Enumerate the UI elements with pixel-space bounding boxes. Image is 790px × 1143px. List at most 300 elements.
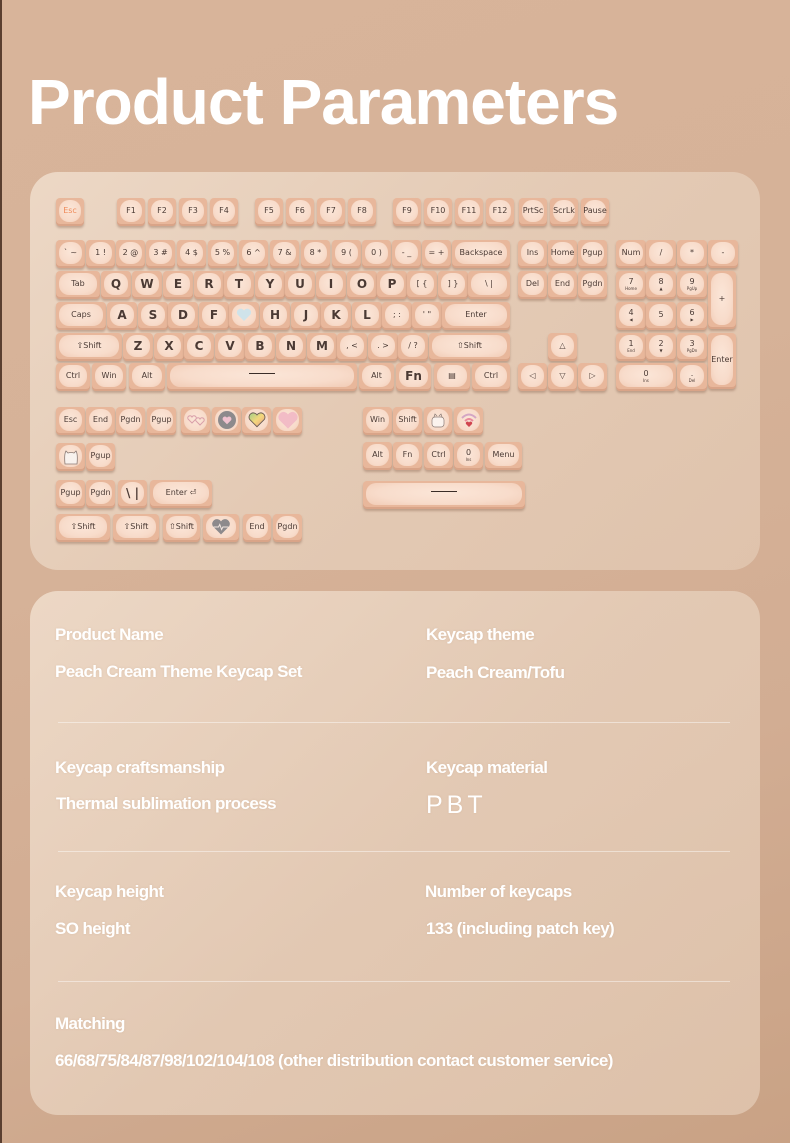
key-menu [485,442,522,470]
key-legend: F3 [188,206,198,215]
key-k [321,302,351,330]
key-f6 [286,198,314,226]
key-symbol [518,363,547,391]
key-legend: Enter [465,310,487,319]
key-symbol [677,240,707,268]
key-f12 [486,198,514,226]
key-symbol [548,363,577,391]
key-pgup [147,407,176,435]
spec-label-craftsmanship: Keycap craftsmanship [55,758,225,777]
key-legend: F7 [326,206,336,215]
key-symbol [368,333,398,361]
key-legend: M [316,339,328,353]
key-legend: C [194,339,204,353]
key-symbol [56,240,85,268]
key-legend: F [209,308,219,322]
key-3 [146,240,175,268]
key-alt [359,363,394,391]
key-symbol [646,240,676,268]
key-legend: Caps [71,310,91,319]
key-legend: End [92,415,109,424]
key-7 [616,271,646,299]
key-legend: E [173,277,183,291]
key-legend: O [356,277,368,291]
key-v [215,333,245,361]
key-ins [518,240,547,268]
key-enter [708,333,736,389]
key-legend: Pgdn [90,488,111,497]
key-legend: F4 [219,206,229,215]
key-f2 [148,198,176,226]
key-pgup [578,240,607,268]
key-symbol [708,271,736,329]
key-pgup [56,480,85,508]
key-legend: End [554,279,571,288]
key-u [285,271,315,299]
spec-label-material: Keycap material [426,758,548,777]
key-num [616,240,646,268]
key-legend: T [234,277,244,291]
heart-circle-icon [218,411,236,429]
key-legend: PrtSc [522,206,544,215]
spec-value-material: PBT [426,791,487,819]
key-4 [616,302,646,330]
key-legend: / ? [408,341,418,350]
key-legend: 9 ( [341,248,352,257]
key-legend: Pgup [90,451,111,460]
key-esc [56,198,84,226]
key-pgup [86,443,115,471]
key-legend: 3 [689,338,695,348]
key-home [548,240,577,268]
key-i [316,271,346,299]
key-1 [86,240,115,268]
key-shift [113,514,159,542]
key-legend: Q [110,277,122,291]
key-legend: F1 [126,206,136,215]
key-legend: X [164,339,174,353]
key-f7 [317,198,345,226]
key-heart-rainbow [242,407,271,435]
spec-label-keycap-height: Keycap height [55,882,164,901]
spec-label-number-of-keycaps: Number of keycaps [425,882,572,901]
key-8 [646,271,676,299]
key-legend: \ | [126,486,139,500]
key-heartbeat-decor [203,514,239,542]
key-f9 [393,198,421,226]
key-legend: V [225,339,235,353]
key-ctrl [56,363,90,391]
key-legend: - [721,248,725,257]
key-heart-decor [229,302,259,330]
key-n [276,333,306,361]
divider [58,981,730,982]
key-f5 [255,198,283,226]
key-o [347,271,377,299]
key-legend: . > [377,341,389,350]
cat-icon [61,446,81,466]
key-sublegend: ◀ [629,316,633,322]
key-4 [177,240,206,268]
key-legend: Pgup [60,488,81,497]
key-legend: F12 [492,206,508,215]
key-2 [646,333,676,361]
key-legend: ScrLk [553,206,575,215]
key-legend: Ctrl [483,371,499,380]
key-legend: Enter ⏎ [165,488,197,497]
key-d [168,302,198,330]
key-legend: 5 % [214,248,231,257]
key-legend: 4 $ [185,248,198,257]
key-legend: Tab [71,279,85,288]
key-legend: ] } [447,279,459,288]
key-6 [677,302,707,330]
key-pgdn [273,514,302,542]
key-legend: , < [346,341,358,350]
key-legend: Del [525,279,540,288]
key-f10 [424,198,452,226]
key-symbol [382,302,412,330]
key-sublegend: PgUp [686,285,698,291]
key-pgdn [578,271,607,299]
key-symbol [468,271,510,299]
key-legend: 2 [658,338,664,348]
key-legend: 9 [689,276,695,286]
key-spacebar [167,363,357,391]
key-symbol [392,240,421,268]
key-z [123,333,153,361]
key-legend: Fn [402,450,413,459]
left-edge-line [0,0,2,1143]
key-legend: Alt [141,371,153,380]
wifi-heart-icon [460,411,478,429]
key-3 [677,333,707,361]
key-hearts-outline [181,407,210,435]
key-symbol [422,240,451,268]
key-legend: F6 [295,206,305,215]
key-ctrl [472,363,510,391]
key-legend: Home [550,248,575,257]
key-spacebar-alt [363,481,525,509]
key-legend: Pgdn [277,522,298,531]
key-0 [362,240,391,268]
key-ctrl [424,442,453,470]
spec-panel [30,591,760,1115]
key-prtsc [519,198,547,226]
key-legend: P [387,277,397,291]
key-end [548,271,577,299]
key-legend: 1 [628,338,634,348]
key-legend: 0 [465,447,472,457]
key-legend: ▽ [559,371,566,380]
spec-label-matching: Matching [55,1014,125,1033]
key-f4 [210,198,238,226]
page-title: Product Parameters [28,66,619,138]
cat-cup-icon [429,411,447,429]
divider [58,851,730,852]
spec-value-keycap-height: SO height [55,919,130,938]
key-symbol [548,333,577,361]
key-legend: K [331,308,341,322]
key-legend: . [690,368,694,378]
key-legend: U [295,277,305,291]
key-legend: ⇧Shift [70,522,96,531]
key-legend: S [148,308,158,322]
key-symbol [407,271,437,299]
key-legend: Num [621,248,641,257]
key-2 [116,240,145,268]
key-win [92,363,126,391]
key-legend: Y [265,277,275,291]
key-legend: 1 ! [95,248,106,257]
spec-value-keycap-theme: Peach Cream/Tofu [426,663,565,682]
key-p [377,271,407,299]
key-legend: L [363,308,371,322]
key-legend: 7 & [277,248,292,257]
key-j [291,302,321,330]
key-c [184,333,214,361]
key-legend: Menu [492,450,515,459]
key-legend: ◁ [529,371,536,380]
key-legend: Pgdn [582,279,603,288]
key-a [107,302,137,330]
key-legend: End [249,522,265,531]
key-legend: △ [559,341,566,350]
key-sublegend: ▼ [659,347,663,353]
key-legend: Ctrl [65,371,81,380]
key-legend: Esc [63,415,78,424]
key-5 [208,240,237,268]
key-cat-cup-decor [424,407,452,435]
spec-label-product-name: Product Name [55,625,164,644]
key-legend: Enter [711,355,733,364]
key-symbol [434,363,470,391]
spec-value-number-of-keycaps: 133 (including patch key) [426,919,615,938]
key-legend: ⇧Shift [457,341,482,350]
key-legend: Alt [372,450,383,459]
key-legend: 8 [658,276,664,286]
rainbow-heart-icon [248,412,266,428]
key-sublegend: ▲ [659,285,663,291]
key-legend: Ins [526,248,539,257]
key-symbol [398,333,428,361]
key-symbol [337,333,367,361]
key-legend: + [718,294,726,303]
key-legend: 2 @ [122,248,139,257]
key-legend: \ | [485,279,493,288]
key-legend: 4 [628,307,634,317]
key-legend: [ { [416,279,428,288]
spacebar-line [431,491,457,492]
key-f3 [179,198,207,226]
keyboard-panel [30,172,760,570]
key-end [86,407,115,435]
key-cat-decor [56,443,85,471]
key-6 [239,240,268,268]
key-legend: F2 [157,206,167,215]
key-del [518,271,547,299]
key-0 [616,363,676,391]
key-wifi-heart-decor [454,407,483,435]
key-symbol [412,302,442,330]
key-legend: 6 ^ [246,248,261,257]
key-legend: A [117,308,127,322]
key-sublegend: ▶ [690,316,694,322]
pink-heart-icon [277,411,299,430]
key-q [101,271,131,299]
key-legend: ⇧Shift [76,341,102,350]
key-legend: Pgup [151,415,172,424]
key-fn [393,442,422,470]
key-f8 [348,198,376,226]
spec-value-matching: 66/68/75/84/87/98/102/104/108 (other distribution contact customer service) [55,1051,613,1070]
key-legend: F10 [430,206,446,215]
key-f [199,302,229,330]
key-e [163,271,193,299]
heartbeat-heart-icon [211,518,231,536]
key-legend: - _ [401,248,412,257]
key-legend: R [204,277,214,291]
key-sublegend: Ins [643,377,649,383]
key-scrlk [550,198,578,226]
key-legend: / [659,248,663,257]
key-legend: Win [369,415,386,424]
key-legend: F8 [357,206,367,215]
key-shift [393,407,422,435]
key-legend: Win [101,371,117,380]
key-legend: ` ~ [63,248,78,257]
double-heart-icon [186,413,206,427]
key-legend: F11 [461,206,477,215]
key-symbol [578,363,607,391]
key-w [132,271,162,299]
key-heart-gray [212,407,241,435]
key-caps [56,302,106,330]
key-legend: 0 [643,368,649,378]
key-legend: Pgup [582,248,603,257]
key-legend: H [269,308,281,322]
key-sublegend: PgDn [686,347,698,353]
key-legend: ; : [393,310,401,319]
key-legend: Z [133,339,143,353]
keyboard-layout [30,172,760,570]
heart-icon [236,308,252,322]
key-legend: 7 [628,276,634,286]
spec-value-craftsmanship: Thermal sublimation process [56,794,276,813]
key-legend: I [328,277,334,291]
key-b [245,333,275,361]
key-7 [270,240,299,268]
key-heart-pink [273,407,302,435]
key-symbol [438,271,468,299]
key-x [154,333,184,361]
key-legend: F5 [264,206,274,215]
key-sublegend: Ins [465,456,472,462]
key-t [224,271,254,299]
key-l [352,302,382,330]
key-legend: ⇧Shift [123,522,149,531]
key-legend: D [178,308,188,322]
key-legend: ▤ [448,371,456,380]
key-f1 [117,198,145,226]
key-legend: F9 [402,206,412,215]
key-shift [56,333,122,361]
key-legend: ⇧Shift [169,522,194,531]
key-legend: 3 # [153,248,168,257]
key-legend: Pause [583,206,607,215]
key-legend: ▷ [589,371,596,380]
key-pause [581,198,609,226]
key-tab [56,271,100,299]
key-1 [616,333,646,361]
key-symbol [118,480,147,508]
key-legend: Backspace [459,248,503,257]
key-win [363,407,392,435]
key-legend: 8 * [309,248,322,257]
key-sublegend: Home [625,285,637,291]
key-shift [163,514,200,542]
key-fn [396,363,431,391]
key-shift [429,333,510,361]
key-legend: 5 [658,309,664,319]
key-m [307,333,337,361]
key-end [243,514,271,542]
key-legend: Fn [405,369,422,383]
key-legend: Esc [63,206,77,215]
key-enter [442,302,510,330]
key-pgdn [116,407,145,435]
spacebar-line [249,373,275,374]
key-5 [646,302,676,330]
key-backspace [452,240,510,268]
key-legend: W [140,277,154,291]
key-legend: N [285,339,297,353]
divider [58,722,730,723]
key-legend: ' " [422,310,432,319]
key-legend: B [255,339,265,353]
key-9 [332,240,361,268]
key-0 [454,442,483,470]
key-sublegend: Del [688,377,696,383]
key-legend: Pgdn [120,415,141,424]
key-legend: Alt [371,371,382,380]
key-legend: 0 ) [371,248,382,257]
key-h [260,302,290,330]
key-legend: * [690,248,694,257]
key-shift [56,514,110,542]
key-alt [129,363,165,391]
key-pgdn [86,480,115,508]
key-legend: = + [428,248,445,257]
key-8 [301,240,330,268]
key-symbol [677,363,707,391]
key-alt [363,442,392,470]
key-9 [677,271,707,299]
key-r [194,271,224,299]
key-symbol [708,240,738,268]
key-y [255,271,285,299]
key-s [138,302,168,330]
key-legend: Shift [398,415,417,424]
key-esc [56,407,85,435]
key-legend: Ctrl [431,450,446,459]
key-sublegend: End [627,347,635,353]
spec-label-keycap-theme: Keycap theme [426,625,535,644]
key-legend: J [303,308,309,322]
spec-value-product-name: Peach Cream Theme Keycap Set [55,662,302,681]
key-legend: 6 [689,307,695,317]
key-f11 [455,198,483,226]
